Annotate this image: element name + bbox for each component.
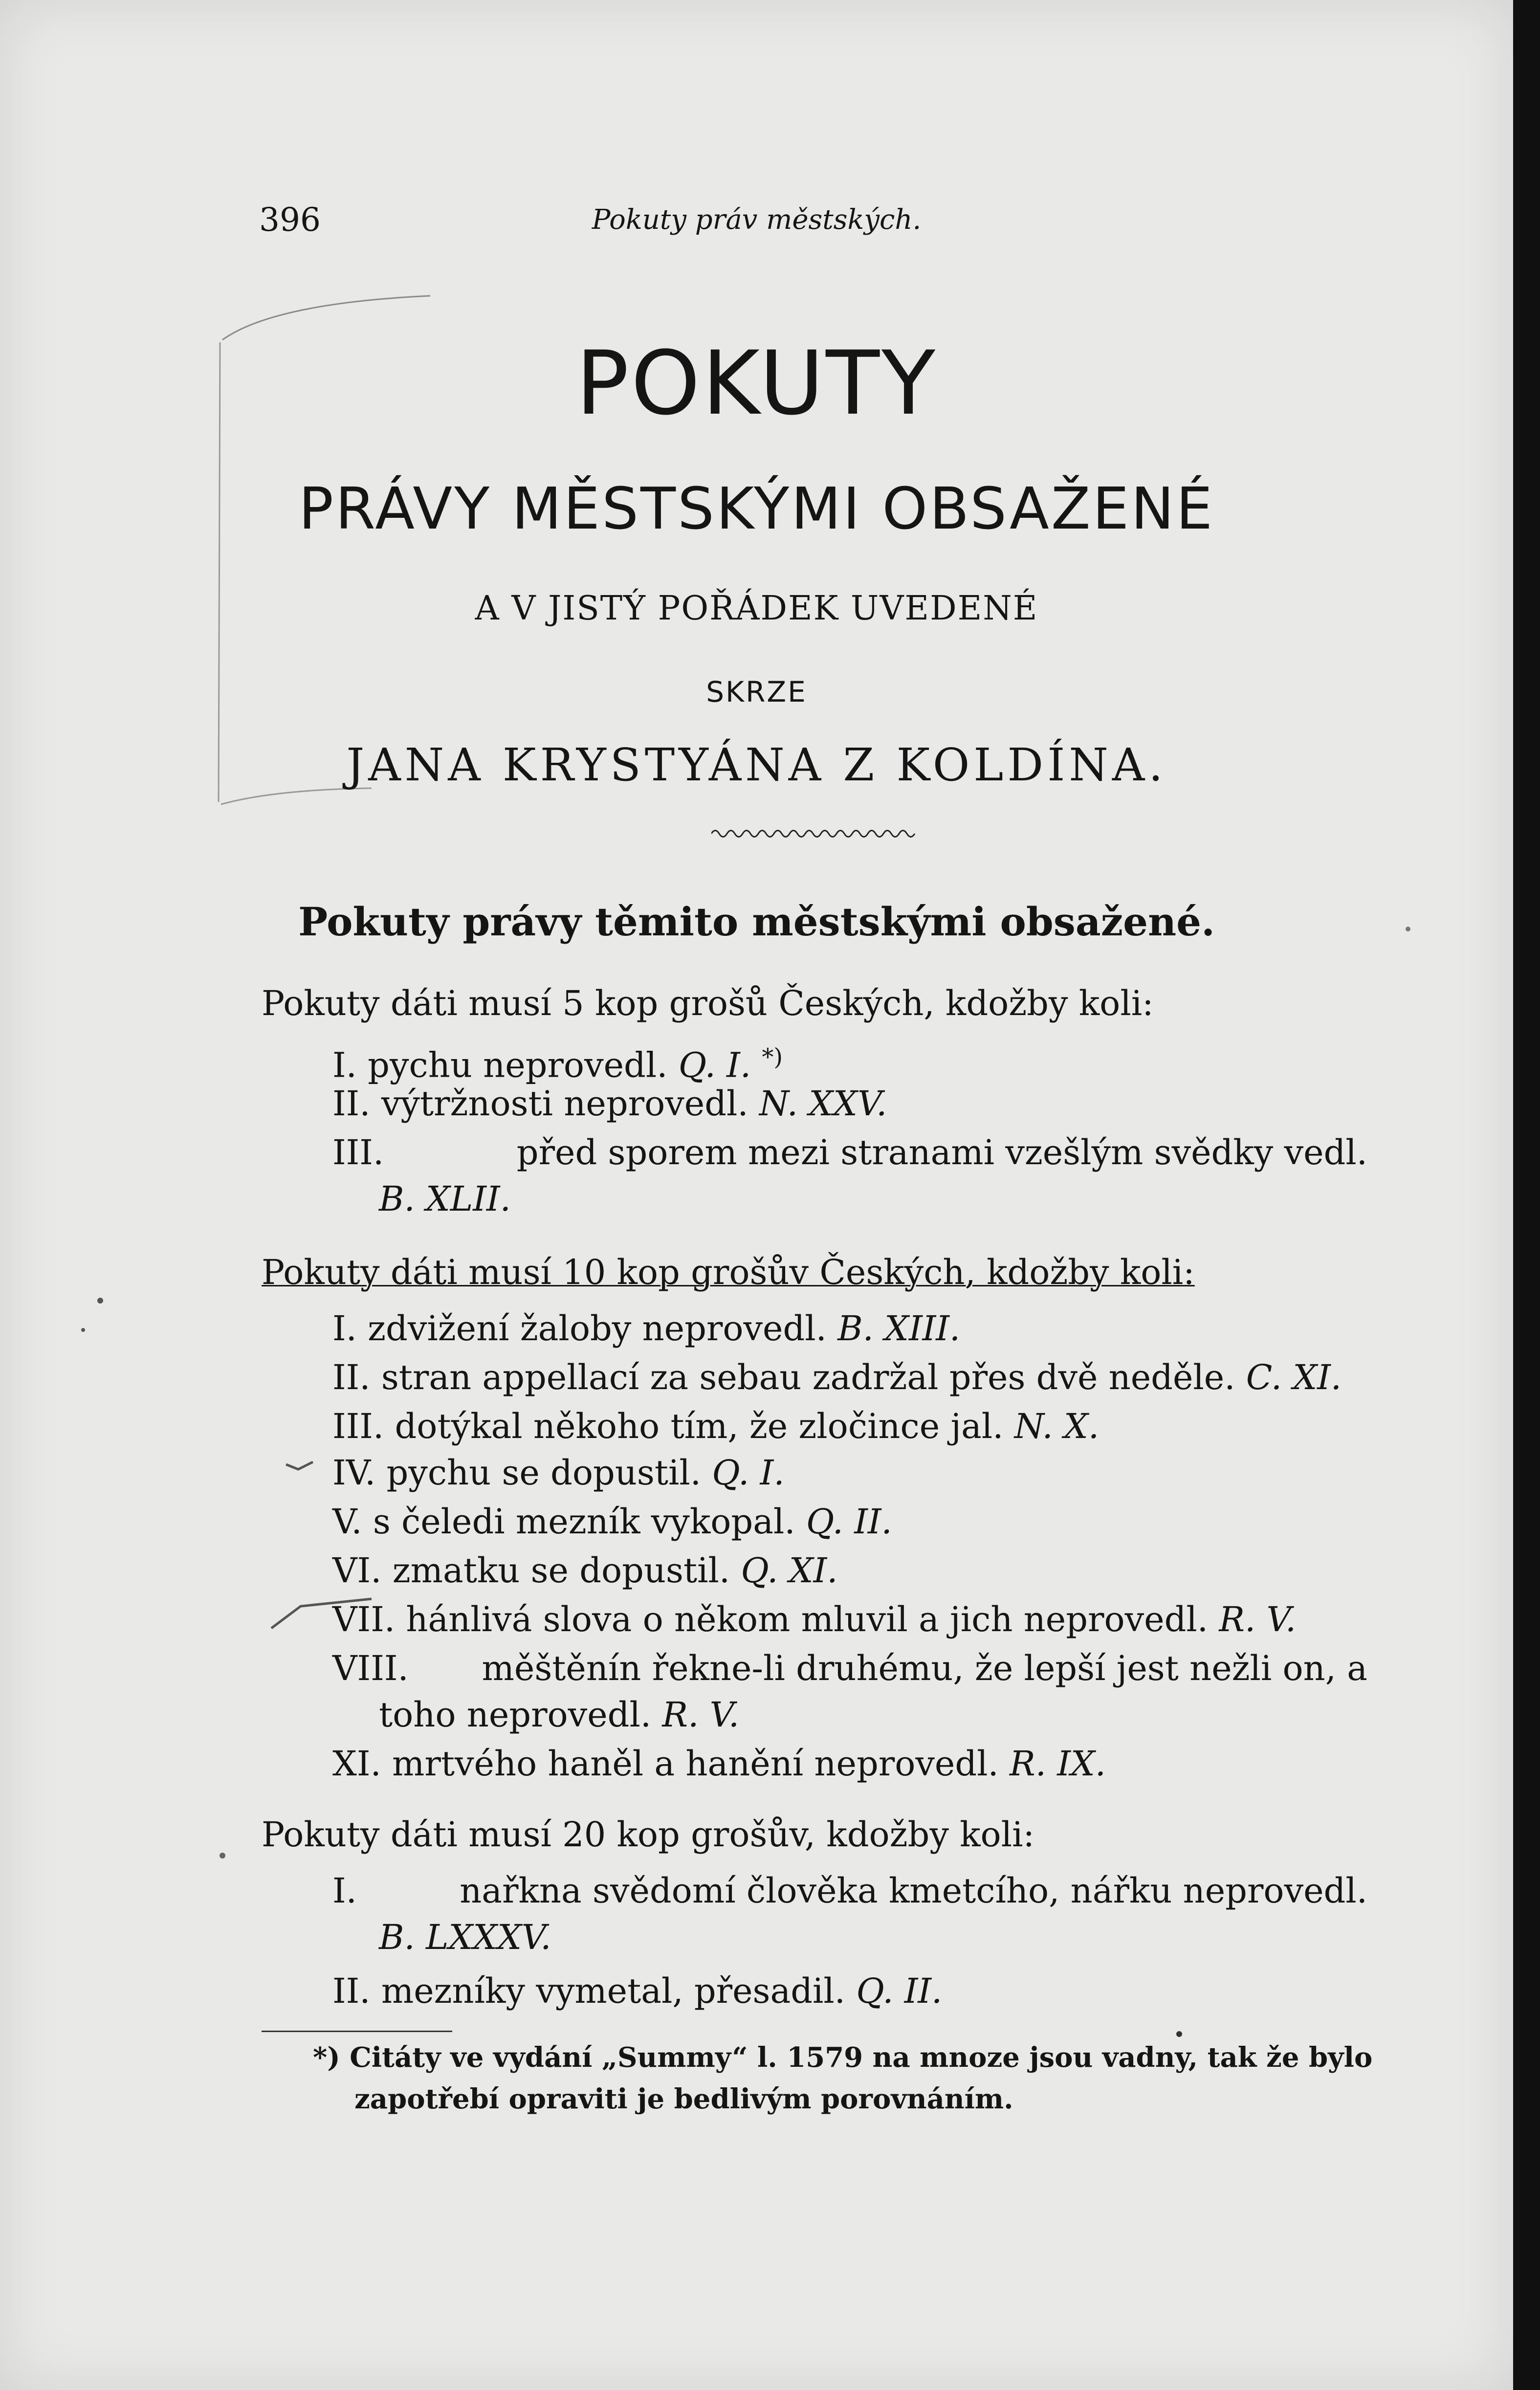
list-item [332, 1306, 960, 1351]
footnote-marker: *) [762, 1043, 783, 1071]
item-number: II. [332, 1084, 371, 1124]
item-text-continued: toho neprovedl. [379, 1695, 652, 1735]
list-item [332, 1968, 942, 2014]
item-reference: B. LXXXV. [379, 1917, 551, 1957]
item-text: s čeledi mezník vykopal. [373, 1502, 795, 1542]
item-text: měštěnín řekne-li druhému, že lepší jest nežli on, a [482, 1648, 1367, 1688]
list-item [332, 1499, 892, 1545]
footnote-line-2: zapotřebí opraviti je bedlivým porovnáním. [354, 2083, 1013, 2115]
item-number: I. [332, 1045, 357, 1085]
item-text: zdvižení žaloby neprovedl. [368, 1308, 827, 1349]
group-1-intro: Pokuty dáti musí 5 kop grošů Českých, kdožby koli: [262, 983, 1154, 1023]
item-text: nařkna svědomí člověka kmetcího, nářku neprovedl. [460, 1871, 1367, 1911]
item-text: dotýkal někoho tím, že zločince jal. [395, 1406, 1004, 1446]
item-number: XI. [332, 1744, 381, 1784]
list-item [332, 1741, 1106, 1787]
list-item [332, 1645, 1367, 1691]
subtitle-skrze: SKRZE [706, 675, 807, 708]
author-line: JANA KRYSTYÁNA Z KOLDÍNA. [346, 739, 1167, 791]
item-number: IV. [332, 1453, 376, 1493]
item-number: V. [332, 1502, 362, 1542]
item-reference: B. XIII. [837, 1308, 961, 1349]
item-text: hánlivá slova o někom mluvil a jich neprovedl. [406, 1599, 1209, 1639]
list-item [332, 1548, 838, 1593]
subtitle-line-3: A V JISTÝ POŘÁDEK UVEDENÉ [475, 589, 1038, 628]
item-reference: Q. I. [712, 1453, 785, 1493]
item-number: I. [332, 1871, 357, 1911]
item-reference: Q. I. [678, 1045, 751, 1085]
item-reference: N. X. [1014, 1406, 1100, 1446]
item-text: výtržnosti neprovedl. [381, 1084, 748, 1124]
item-text: pychu neprovedl. [368, 1045, 668, 1085]
item-reference: B. XLII. [379, 1179, 511, 1219]
item-reference: Q. II. [856, 1971, 943, 2011]
item-text: mrtvého haněl a hanění neprovedl. [392, 1744, 999, 1784]
page-number: 396 [259, 201, 321, 239]
list-item [332, 1081, 887, 1127]
list-item-continuation [379, 1176, 511, 1222]
list-item [332, 1596, 1296, 1642]
footnote-line-1: *) Citáty ve vydání „Summy“ l. 1579 na mnoze jsou vadny, tak že bylo [313, 2041, 1373, 2074]
item-reference: C. XI. [1246, 1357, 1342, 1397]
list-item [332, 1868, 1367, 1914]
item-reference: N. XXV. [759, 1084, 887, 1124]
item-reference: R. V. [662, 1695, 740, 1735]
item-reference: Q. XI. [741, 1550, 838, 1591]
item-number: I. [332, 1308, 357, 1349]
item-number: II. [332, 1357, 371, 1397]
footnote-rule [262, 2031, 452, 2032]
item-number: VIII. [332, 1648, 409, 1688]
group-2-intro: Pokuty dáti musí 10 kop grošův Českých, kdožby koli: [262, 1252, 1195, 1292]
main-title: POKUTY [575, 332, 938, 435]
wavy-ornament [711, 826, 917, 841]
list-item-continuation [379, 1914, 551, 1960]
group-3-intro: Pokuty dáti musí 20 kop grošův, kdožby koli: [262, 1815, 1035, 1855]
item-number: VI. [332, 1550, 382, 1591]
section-heading: Pokuty právy těmito městskými obsažené. [298, 899, 1215, 945]
list-item [332, 1034, 783, 1088]
list-item-continuation [379, 1692, 739, 1738]
list-item [332, 1403, 1099, 1449]
item-number: III. [332, 1406, 384, 1446]
item-text: pychu se dopustil. [386, 1453, 701, 1493]
subtitle-line-2: PRÁVY MĚSTSKÝMI OBSAŽENÉ [298, 475, 1215, 542]
item-text: mezníky vymetal, přesadil. [381, 1971, 846, 2011]
item-reference: Q. II. [806, 1502, 892, 1542]
item-reference: R. IX. [1010, 1744, 1106, 1784]
item-text: stran appellací za sebau zadržal přes dvě neděle. [381, 1357, 1235, 1397]
item-number: II. [332, 1971, 371, 2011]
item-text: před sporem mezi stranami vzešlým svědky vedl. [516, 1132, 1367, 1173]
item-number: III. [332, 1132, 384, 1173]
item-number: VII. [332, 1599, 396, 1639]
list-item [332, 1354, 1342, 1400]
running-title: Pokuty práv městských. [592, 204, 922, 236]
item-text: zmatku se dopustil. [392, 1550, 730, 1591]
scan-edge [1513, 0, 1540, 2390]
list-item [332, 1450, 785, 1496]
item-reference: R. V. [1219, 1599, 1297, 1639]
list-item [332, 1129, 1367, 1175]
